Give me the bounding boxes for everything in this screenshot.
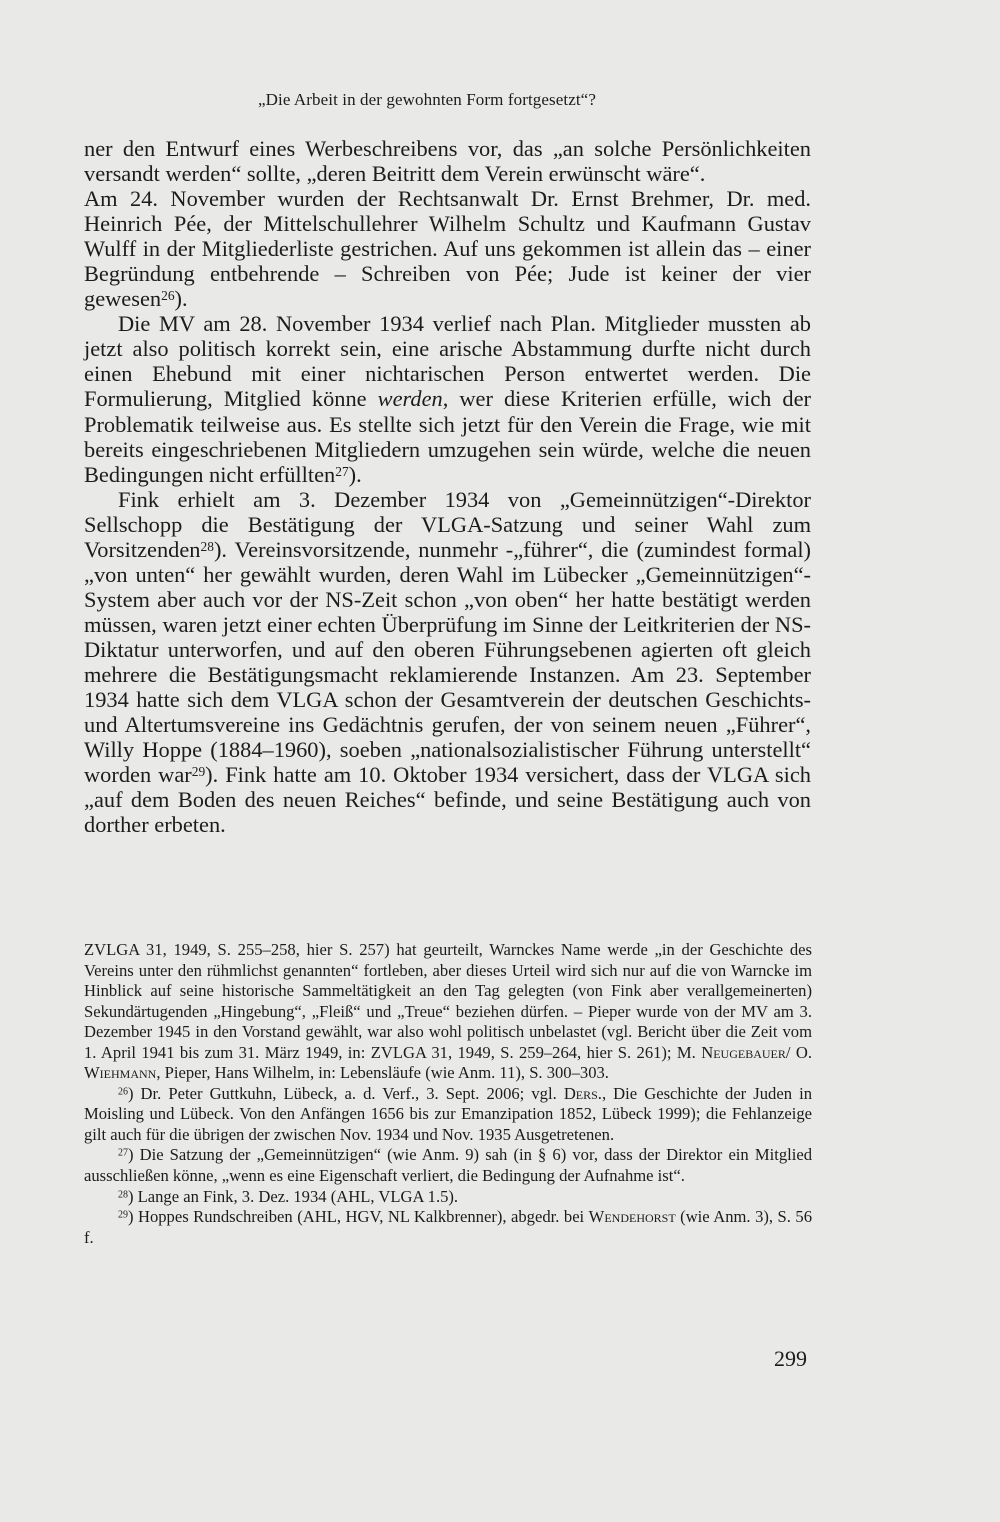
paragraph-1 xyxy=(84,136,811,311)
footnote-29 xyxy=(84,1207,812,1248)
footnote-ref-26[interactable]: 26 xyxy=(161,288,175,304)
text-run: ) Lange an Fink, 3. Dez. 1934 (AHL, VLGA 1.5). xyxy=(127,1186,459,1206)
page-number: 299 xyxy=(774,1346,807,1371)
text-run: Die MV am 28. November 1934 verlief nach Plan. Mitglieder mussten ab jetzt also politisch korrekt sein, eine arische Abstammung durfte nicht durch einen Ehebund mit einer nichtarischen Person entwertet werden. Die Formulierung, Mitglied könne xyxy=(84,311,811,412)
text-run: ZVLGA 31, 1949, S. 255–258, hier S. 257) hat geurteilt, Warnckes Name werde „in der Geschichte des Vereins unter den rühmlichst genannten“ fortleben, aber dieses Urteil wird sich nur auf die von Warncke im Hinblick auf seine historische Sammeltätigkeit an den Tag gelegten (von Fink aber verallgemeinerten) Sekundärtugenden „Hingebung“, „Fleiß“ und „Treue“ beziehen dürfen. – Pieper wurde von der MV am 3. Dezember 1945 in den Vorstand gewählt, war also wohl politisch unbelastet (vgl. Bericht über die Zeit vom 1. April 1941 bis zum 31. März 1949, in: ZVLGA 31, 1949, S. 259–264, hier S. 261); M. xyxy=(84,940,812,1062)
footnote-ref-28[interactable]: 28 xyxy=(200,538,214,554)
footnote-number: 28 xyxy=(118,1189,128,1201)
text-run: , wer diese Kriterien erfülle, wich der Problematik teilweise aus. Es stellte sich jetzt für den Verein die Frage, wie mit bereits eingeschriebenen Mitgliedern umzugehen sein würde, welche die neuen Bedingungen nicht erfüllten xyxy=(84,386,811,487)
text-run: ) Die Satzung der „Gemeinnützigen“ (wie Anm. 9) sah (in § 6) vor, dass der Direktor ein Mitglied ausschließen könne, „wenn es eine Eigenschaft verliert, die Bedingung der Aufnahme ist“. xyxy=(84,1145,812,1186)
text-run: , Pieper, Hans Wilhelm, in: Lebensläufe (wie Anm. 11), S. 300–303. xyxy=(156,1063,609,1083)
footnote-26 xyxy=(84,1084,812,1146)
text-run: ). Fink hatte am 10. Oktober 1934 versichert, dass der VLGA sich „auf dem Boden des neuen Reiches“ befinde, und seine Bestätigung auch von dorther erbeten. xyxy=(84,762,812,838)
footnote-28 xyxy=(84,1187,812,1208)
text-run: ). xyxy=(174,286,188,312)
author-name: Wiehmann xyxy=(84,1063,157,1083)
running-header: „Die Arbeit in der gewohnten Form fortgesetzt“? xyxy=(258,90,596,109)
text-run: Fink erhielt am 3. Dezember 1934 von „Gemeinnützigen“-Direktor Sellschopp die Bestätigung der VLGA-Satzung und seiner Wahl zum Vorsitzenden xyxy=(84,486,811,562)
footnote-27 xyxy=(84,1145,812,1186)
text-run: ) Dr. Peter Guttkuhn, Lübeck, a. d. Verf., 3. Sept. 2006; vgl. xyxy=(127,1083,564,1103)
text-run: Am 24. November wurden der Rechtsanwalt Dr. Ernst Brehmer, Dr. med. Heinrich Pée, der Mittelschullehrer Wilhelm Schultz und Kaufmann Gustav Wulff in der Mitgliederliste gestrichen. Auf uns gekommen ist allein das – einer Begründung entbehrende – Schreiben von Pée; Jude ist keiner der vier gewesen xyxy=(84,186,811,312)
footnote-number: 27 xyxy=(118,1148,128,1159)
author-name: Ders. xyxy=(563,1083,602,1103)
text-run: ). xyxy=(348,461,362,487)
footnote-ref-29[interactable]: 29 xyxy=(191,764,206,780)
footnote-continuation xyxy=(84,940,812,1084)
footnotes xyxy=(84,940,812,1248)
text-run: / O. xyxy=(785,1042,812,1062)
text-run: ) Hoppes Rundschreiben (AHL, HGV, NL Kalkbrenner), abgedr. bei xyxy=(127,1207,589,1227)
text-run: , Die Geschichte der Juden in Moisling und Lübeck. Von den Anfängen 1656 bis zur Emanzipation 1852, Lübeck 1999); die Fehlanzeige gilt auch für die übrigen der zwischen Nov. 1934 und Nov. 1935 Ausgetretenen. xyxy=(84,1083,812,1144)
emphasis: werden xyxy=(377,386,443,412)
footnote-number: 26 xyxy=(118,1086,128,1098)
author-name: Neugebauer xyxy=(701,1042,786,1062)
paragraph-2 xyxy=(84,311,811,486)
main-text xyxy=(84,136,811,837)
text-run: (wie Anm. 3), S. 56 f. xyxy=(84,1207,812,1247)
footnote-number: 29 xyxy=(118,1209,128,1221)
text-run: ner den Entwurf eines Werbeschreibens vor, das „an solche Persönlichkeiten versandt werden“ sollte, „deren Beitritt dem Verein erwünscht wäre“. xyxy=(84,136,811,187)
text-run: ). Vereinsvorsitzende, nunmehr -„führer“, die (zumindest formal) „von unten“ her gewählt wurden, deren Wahl im Lübecker „Gemeinnützigen“-System aber auch vor der NS-Zeit schon „von oben“ her hatte bestätigt werden müssen, waren jetzt einer echten Überprüfung im Sinne der Leitkriterien der NS-Diktatur unterworfen, und auf den oberen Führungsebenen agierten oft gleich mehrere die Bestätigungsmacht reklamierende Instanzen. Am 23. September 1934 hatte sich dem VLGA schon der Gesamtverein der deutschen Geschichts- und Altertumsvereine ins Gedächtnis gerufen, der von seinem neuen „Führer“, Willy Hoppe (1884–1960), soeben „nationalsozialistischer Führung unterstellt“ worden war xyxy=(84,536,811,788)
paragraph-3 xyxy=(84,487,811,838)
footnote-ref-27[interactable]: 27 xyxy=(335,463,349,479)
author-name: Wendehorst xyxy=(588,1207,676,1227)
